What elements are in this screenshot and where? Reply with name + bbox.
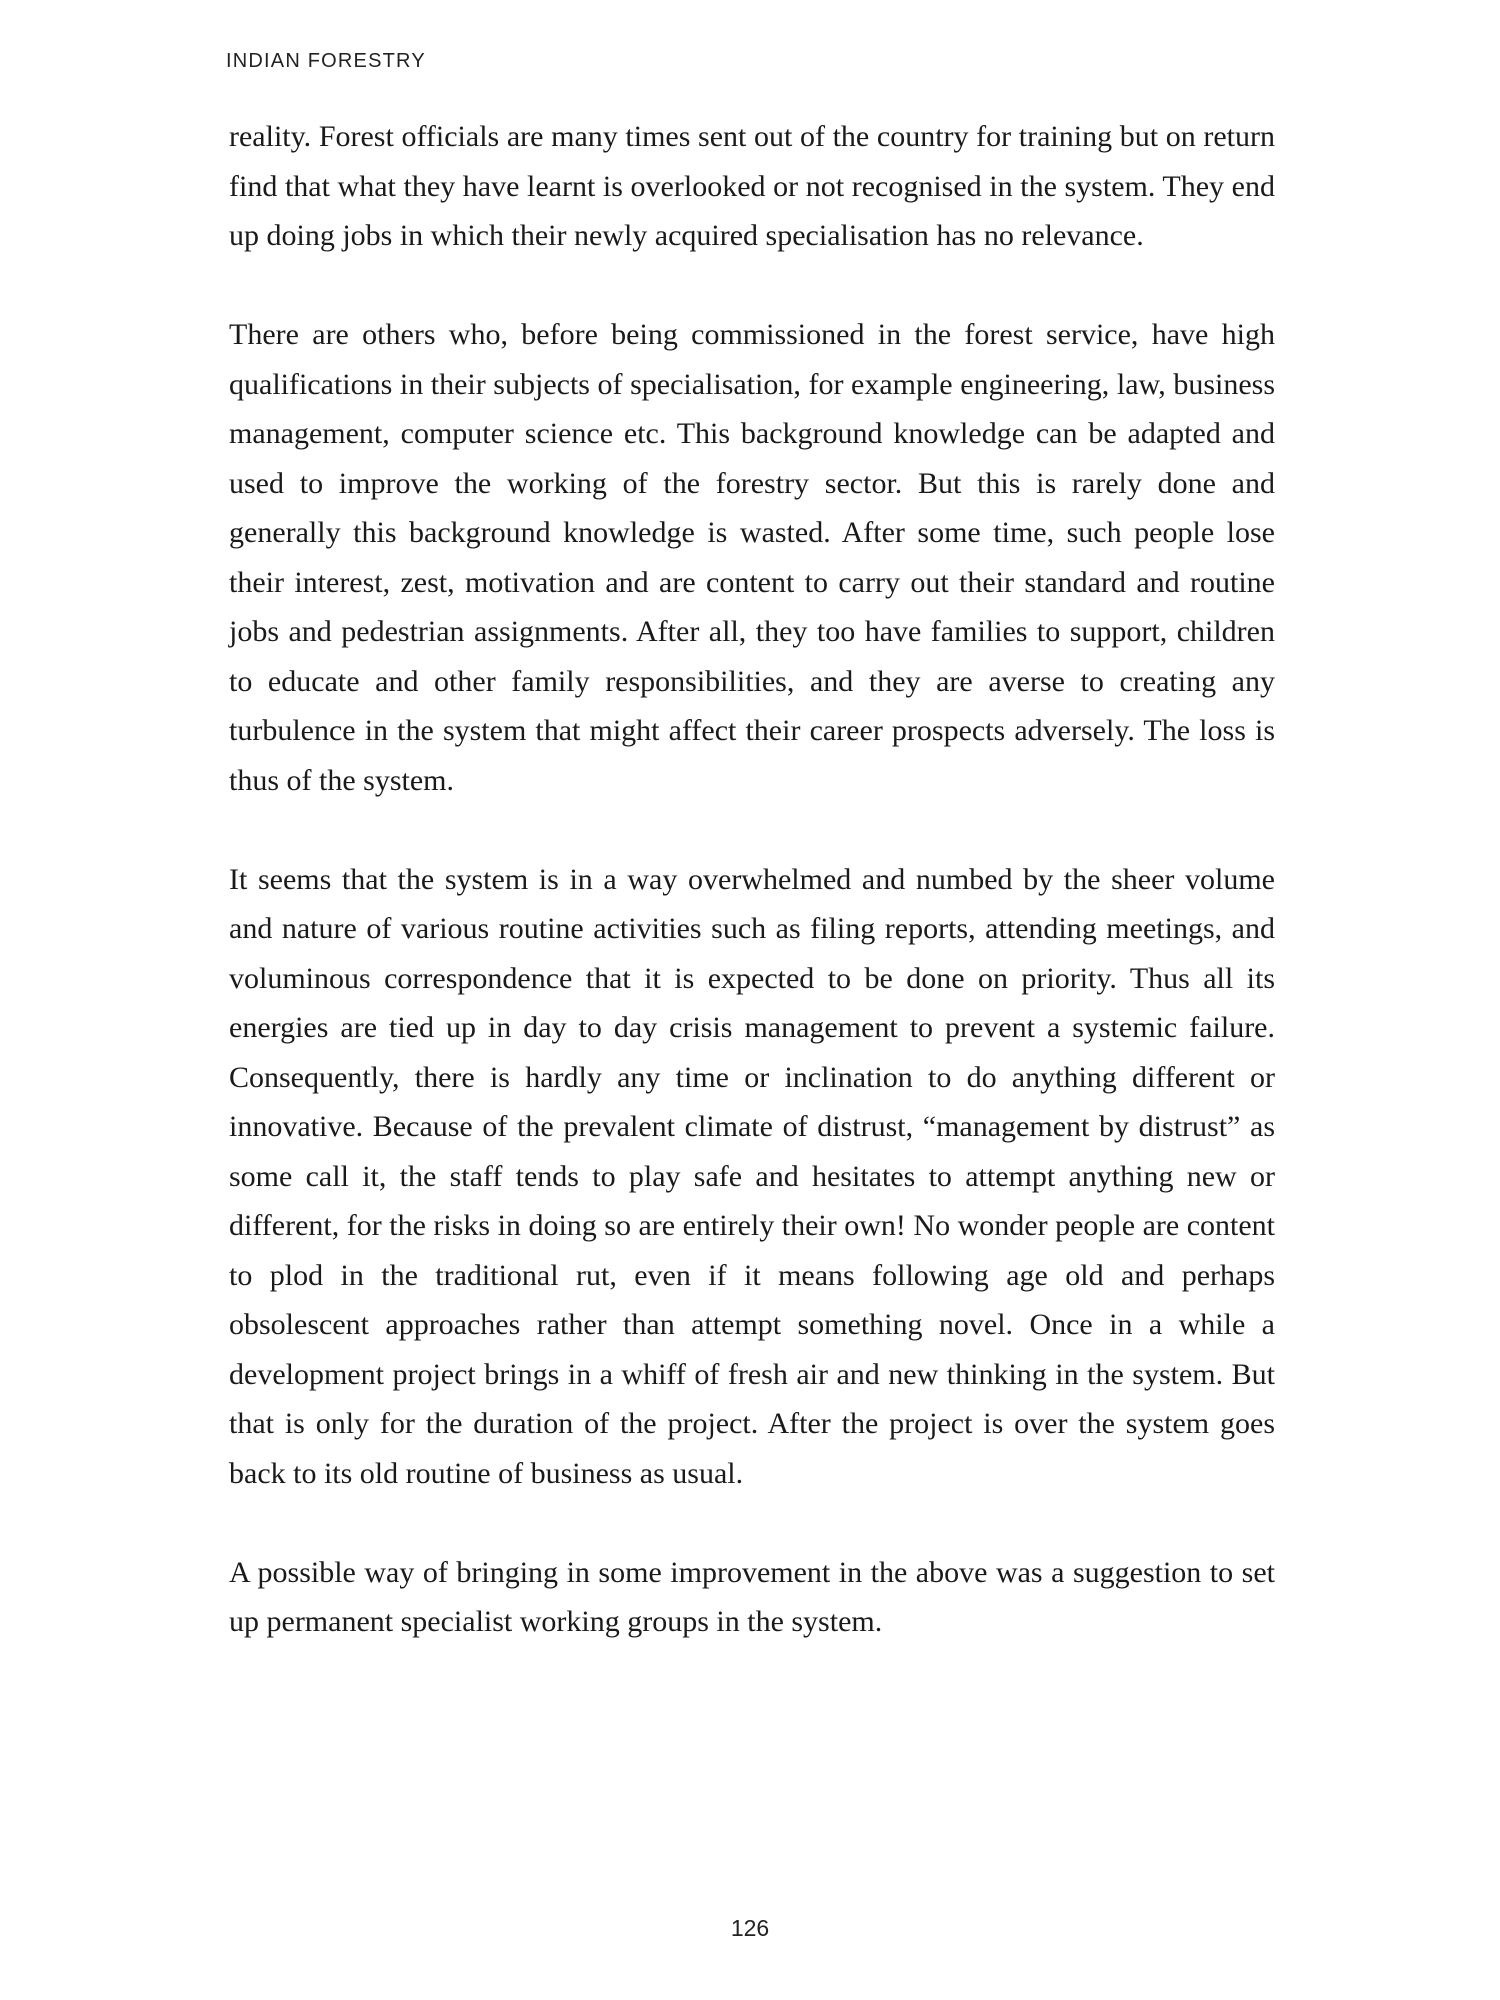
paragraph-2: There are others who, before being commissioned in the forest service, have high qualifications in their subjects of specialisation, for example engineering, law, business management, computer science etc. This background knowledge can be adapted and used to improve the working of the forestry sector. But this is rarely done and generally this background knowledge is wasted. After some time, such people lose their interest, zest, motivation and are content to carry out their standard and routine jobs and pedestrian assignments. After all, they too have families to support, children to educate and other family responsibilities, and they are averse to creating any turbulence in the system that might affect their career prospects adversely. The loss is thus of the system. [229, 318, 1275, 797]
body-text [229, 112, 1275, 1647]
paragraph-3: It seems that the system is in a way overwhelmed and numbed by the sheer volume and nature of various routine activities such as filing reports, attending meetings, and voluminous correspondence that it is expected to be done on priority. Thus all its energies are tied up in day to day crisis management to prevent a systemic failure. Consequently, there is hardly any time or inclination to do anything different or innovative. Because of the prevalent climate of distrust, “management by distrust” as some call it, the staff tends to play safe and hesitates to attempt anything new or different, for the risks in doing so are entirely their own! No wonder people are content to plod in the traditional rut, even if it means following age old and perhaps obsolescent approaches rather than attempt something novel. Once in a while a development project brings in a whiff of fresh air and new thinking in the system. But that is only for the duration of the project. After the project is over the system goes back to its old routine of business as usual. [229, 862, 1275, 1490]
page-number: 126 [730, 1915, 770, 1941]
paragraph-1: reality. Forest officials are many times sent out of the country for training but on return find that what they have learnt is overlooked or not recognised in the system. They end up doing jobs in which their newly acquired specialisation has no relevance. [229, 120, 1275, 252]
paragraph-4: A possible way of bringing in some improvement in the above was a suggestion to set up permanent specialist working groups in the system. [229, 1555, 1275, 1638]
running-header: INDIAN FORESTRY [226, 50, 426, 72]
